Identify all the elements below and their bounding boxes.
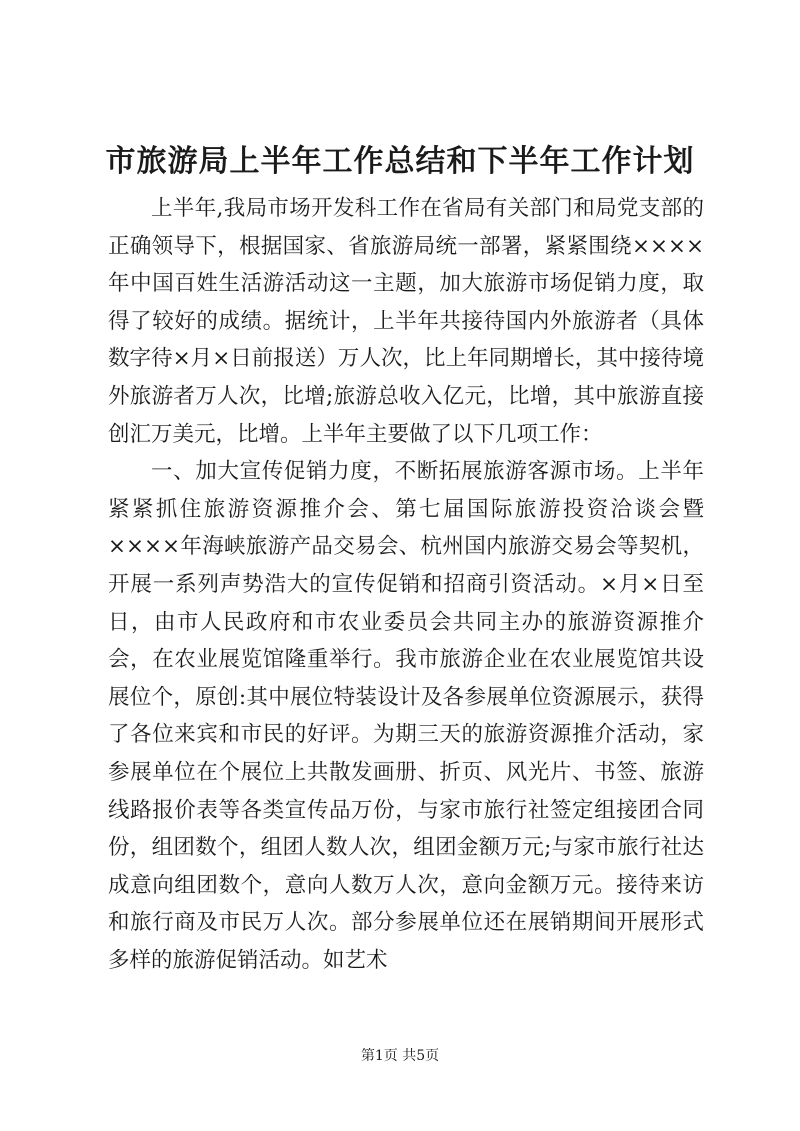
paragraph-section-one: 一、加大宣传促销力度，不断拓展旅游客源市场。上半年紧紧抓住旅游资源推介会、第七届国际旅游投资洽谈会暨××××年海峡旅游产品交易会、杭州国内旅游交易会等契机，开展一系列声势浩大的宣传促销和招商引资活动。×月×日至日，由市人民政府和市农业委员会共同主办的旅游资源推介会，在农业展览馆隆重举行。我市旅游企业在农业展览馆共设展位个，原创:其中展位特装设计及各参展单位资源展示，获得了各位来宾和市民的好评。为期三天的旅游资源推介活动，家参展单位在个展位上共散发画册、折页、风光片、书签、旅游线路报价表等各类宣传品万份，与家市旅行社签定组接团合同份，组团数个，组团人数人次，组团金额万元;与家市旅行社达成意向组团数个，意向人数万人次，意向金额万元。接待来访和旅行商及市民万人次。部分参展单位还在展销期间开展形式多样的旅游促销活动。如艺术 (108, 459, 704, 973)
document-title: 市旅游局上半年工作总结和下半年工作计划 (105, 144, 695, 179)
paragraph-intro: 上半年,我局市场开发科工作在省局有关部门和局党支部的正确领导下，根据国家、省旅游局统一部署，紧紧围绕××××年中国百姓生活游活动这一主题，加大旅游市场促销力度，取得了较好的成绩。据统计，上半年共接待国内外旅游者（具体数字待×月×日前报送）万人次，比上年同期增长，其中接待境外旅游者万人次，比增;旅游总收入亿元，比增，其中旅游直接创汇万美元，比增。上半年主要做了以下几项工作： (108, 196, 704, 447)
page-number-footer: 第1页 共5页 (360, 1048, 440, 1064)
document-body (108, 190, 704, 979)
